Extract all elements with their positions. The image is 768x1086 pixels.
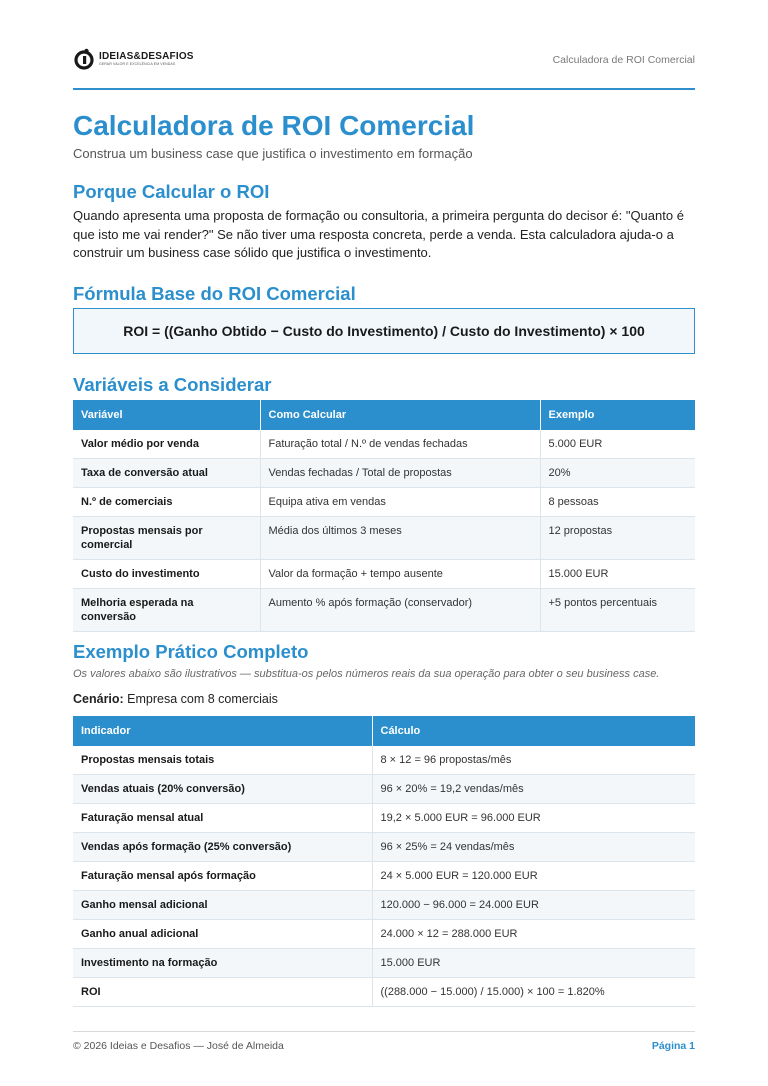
column-header: Variável	[73, 400, 260, 430]
section-body-why-roi: Quando apresenta uma proposta de formação ou consultoria, a primeira pergunta do decisor é: "Quanto é que isto me vai render?" Se não tiver uma resposta concreta, perde a venda. Esta calculadora ajuda-o a construir um business case sólido que justifica o investimento.	[73, 208, 684, 260]
indicator-calculation: 96 × 20% = 19,2 vendas/mês	[372, 775, 695, 804]
table-row	[73, 746, 695, 775]
variable-formula: Média dos últimos 3 meses	[260, 517, 540, 560]
table-row	[73, 891, 695, 920]
indicator-name: Vendas após formação (25% conversão)	[73, 833, 372, 862]
indicator-name: Ganho mensal adicional	[73, 891, 372, 920]
variable-formula: Faturação total / N.º de vendas fechadas	[260, 430, 540, 459]
column-header: Exemplo	[540, 400, 695, 430]
table-row	[73, 488, 695, 517]
variable-formula: Vendas fechadas / Total de propostas	[260, 459, 540, 488]
table-row	[73, 459, 695, 488]
logo-name: IDEIAS&DESAFIOS	[99, 51, 194, 62]
column-header: Como Calcular	[260, 400, 540, 430]
indicator-calculation: 24.000 × 12 = 288.000 EUR	[372, 920, 695, 949]
variable-name: Taxa de conversão atual	[73, 459, 260, 488]
table-row	[73, 862, 695, 891]
header-doc-title: Calculadora de ROI Comercial	[552, 54, 695, 66]
variable-example: 15.000 EUR	[540, 560, 695, 589]
indicator-calculation: 24 × 5.000 EUR = 120.000 EUR	[372, 862, 695, 891]
logo	[73, 48, 194, 70]
variable-name: Melhoria esperada na conversão	[73, 589, 260, 632]
variable-name: Propostas mensais por comercial	[73, 517, 260, 560]
example-note: Os valores abaixo são ilustrativos — substitua-os pelos números reais da sua operação para obter o seu business case.	[73, 668, 660, 680]
table-row	[73, 833, 695, 862]
indicator-name: Ganho anual adicional	[73, 920, 372, 949]
indicator-name: ROI	[73, 978, 372, 1007]
indicator-name: Propostas mensais totais	[73, 746, 372, 775]
section-heading-example: Exemplo Prático Completo	[73, 641, 309, 662]
variable-example: 12 propostas	[540, 517, 695, 560]
table-row	[73, 978, 695, 1007]
indicator-calculation: 96 × 25% = 24 vendas/mês	[372, 833, 695, 862]
variable-formula: Equipa ativa em vendas	[260, 488, 540, 517]
indicator-name: Faturação mensal após formação	[73, 862, 372, 891]
example-table	[73, 716, 695, 1007]
logo-icon	[73, 48, 95, 70]
page-footer	[73, 1031, 695, 1058]
variable-example: +5 pontos percentuais	[540, 589, 695, 632]
variable-formula: Aumento % após formação (conservador)	[260, 589, 540, 632]
indicator-calculation: ((288.000 − 15.000) / 15.000) × 100 = 1.820%	[372, 978, 695, 1007]
table-row	[73, 517, 695, 560]
indicator-calculation: 19,2 × 5.000 EUR = 96.000 EUR	[372, 804, 695, 833]
table-row	[73, 430, 695, 459]
indicator-calculation: 8 × 12 = 96 propostas/mês	[372, 746, 695, 775]
scenario-text: Empresa com 8 comerciais	[123, 692, 278, 706]
section-heading-why-roi: Porque Calcular o ROI	[73, 181, 270, 202]
variables-table	[73, 400, 695, 632]
table-row	[73, 775, 695, 804]
footer-page-number: Página 1	[651, 1040, 695, 1052]
column-header: Cálculo	[372, 716, 695, 746]
table-row	[73, 589, 695, 632]
table-row	[73, 920, 695, 949]
table-row	[73, 949, 695, 978]
variable-name: Valor médio por venda	[73, 430, 260, 459]
section-heading-variables: Variáveis a Considerar	[73, 374, 272, 395]
indicator-name: Faturação mensal atual	[73, 804, 372, 833]
variable-example: 8 pessoas	[540, 488, 695, 517]
table-row	[73, 560, 695, 589]
formula-box	[73, 308, 695, 354]
scenario-label: Cenário:	[73, 692, 124, 706]
indicator-calculation: 120.000 − 96.000 = 24.000 EUR	[372, 891, 695, 920]
section-heading-formula: Fórmula Base do ROI Comercial	[73, 283, 356, 304]
table-header-row	[73, 400, 695, 430]
table-header-row	[73, 716, 695, 746]
formula-text: ROI = ((Ganho Obtido − Custo do Investimento) / Custo do Investimento) × 100	[123, 323, 645, 339]
variable-example: 20%	[540, 459, 695, 488]
variable-formula: Valor da formação + tempo ausente	[260, 560, 540, 589]
footer-copyright: © 2026 Ideias e Desafios — José de Almeida	[73, 1040, 284, 1052]
indicator-name: Investimento na formação	[73, 949, 372, 978]
variable-name: Custo do investimento	[73, 560, 260, 589]
table-row	[73, 804, 695, 833]
scenario-line	[73, 692, 278, 706]
indicator-calculation: 15.000 EUR	[372, 949, 695, 978]
page-header	[73, 44, 695, 90]
indicator-name: Vendas atuais (20% conversão)	[73, 775, 372, 804]
column-header: Indicador	[73, 716, 372, 746]
page-title: Calculadora de ROI Comercial	[73, 110, 475, 141]
logo-tagline: GERAR VALOR E EXCELÊNCIA EM VENDAS	[99, 62, 176, 66]
variable-name: N.º de comerciais	[73, 488, 260, 517]
page-subtitle: Construa um business case que justifica o investimento em formação	[73, 146, 473, 161]
variable-example: 5.000 EUR	[540, 430, 695, 459]
